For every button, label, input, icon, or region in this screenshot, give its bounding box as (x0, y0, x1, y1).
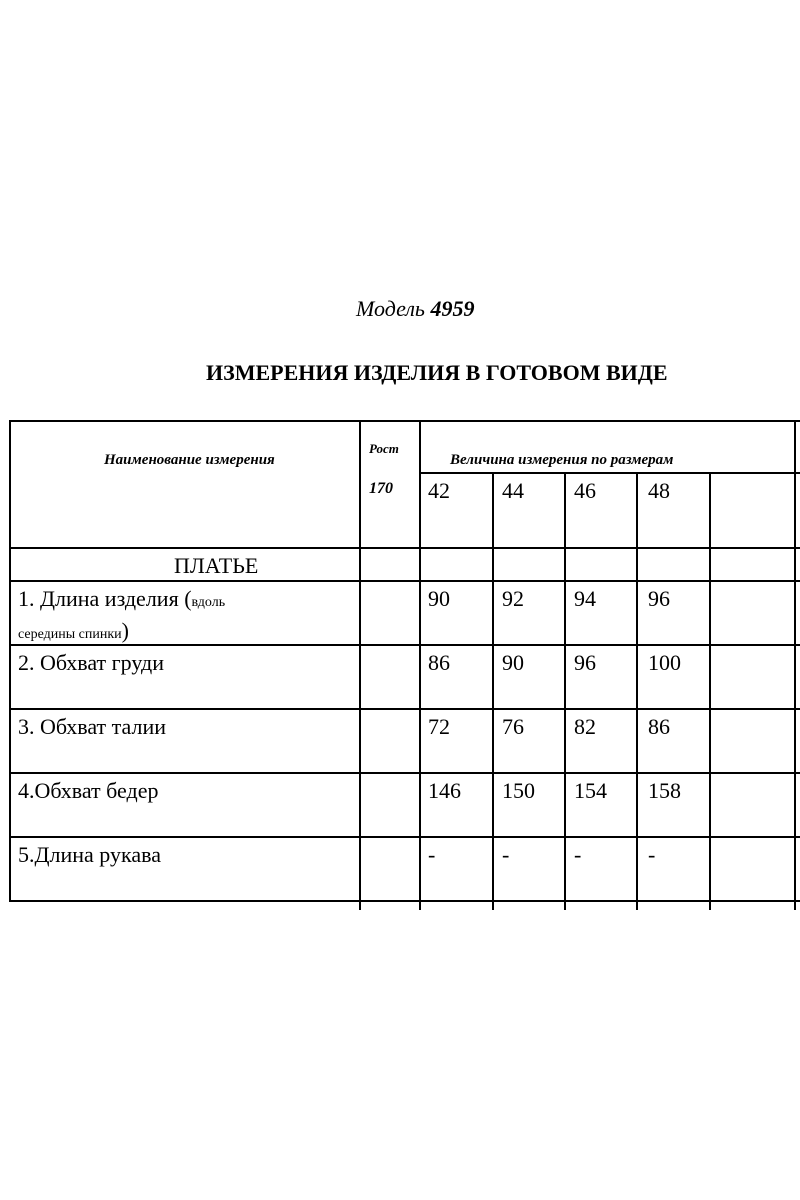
table-cell: - (502, 842, 510, 867)
table-cell: - (574, 842, 582, 867)
table-rule (9, 644, 800, 646)
table-cell: 100 (648, 650, 681, 675)
table-rule (9, 547, 800, 549)
col-name-header: Наименование измерения (104, 452, 275, 468)
table-divider (636, 472, 638, 910)
table-rule (419, 472, 800, 474)
row-name-continued: середины спинки) (18, 618, 129, 643)
table-cell: 94 (574, 586, 596, 611)
table-cell: 158 (648, 778, 681, 803)
table-cell: 72 (428, 714, 450, 739)
table-rule (9, 708, 800, 710)
model-caption (356, 296, 474, 322)
table-cell: 86 (428, 650, 450, 675)
model-number: 4959 (430, 296, 475, 321)
height-value: 170 (369, 480, 393, 497)
table-cell: 96 (574, 650, 596, 675)
table-cell: - (428, 842, 436, 867)
size-header: 46 (574, 478, 596, 503)
row-name: 1. Длина изделия (вдоль (18, 586, 226, 611)
page-title: ИЗМЕРЕНИЯ ИЗДЕЛИЯ В ГОТОВОМ ВИДЕ (206, 360, 668, 385)
table-cell: 150 (502, 778, 535, 803)
table-cell: 154 (574, 778, 607, 803)
size-header: 48 (648, 478, 670, 503)
col-height-header: Рост (369, 441, 399, 456)
size-header: 44 (502, 478, 524, 503)
table-cell: 76 (502, 714, 524, 739)
row-name: 3. Обхват талии (18, 714, 167, 739)
model-label: Модель (356, 296, 425, 321)
table-divider (709, 472, 711, 910)
table-cell: 90 (502, 650, 524, 675)
table-divider (564, 472, 566, 910)
row-name: 5.Длина рукава (18, 842, 161, 867)
table-cell: 92 (502, 586, 524, 611)
table-rule (9, 580, 800, 582)
table-border-top (9, 420, 800, 422)
table-cell: 96 (648, 586, 670, 611)
table-cell: 146 (428, 778, 461, 803)
table-rule (9, 772, 800, 774)
row-name: 4.Обхват бедер (18, 778, 159, 803)
sizes-header: Величина измерения по размерам (450, 452, 674, 468)
table-cell: 82 (574, 714, 596, 739)
table-cell: 86 (648, 714, 670, 739)
table-rule (9, 900, 800, 902)
table-border-left (9, 420, 11, 900)
section-label: ПЛАТЬЕ (174, 553, 259, 578)
table-rule (9, 836, 800, 838)
row-name-note: вдоль (191, 595, 226, 610)
table-divider (492, 472, 494, 910)
size-header: 42 (428, 478, 450, 503)
table-cell: 90 (428, 586, 450, 611)
table-cell: - (648, 842, 656, 867)
row-name: 2. Обхват груди (18, 650, 164, 675)
